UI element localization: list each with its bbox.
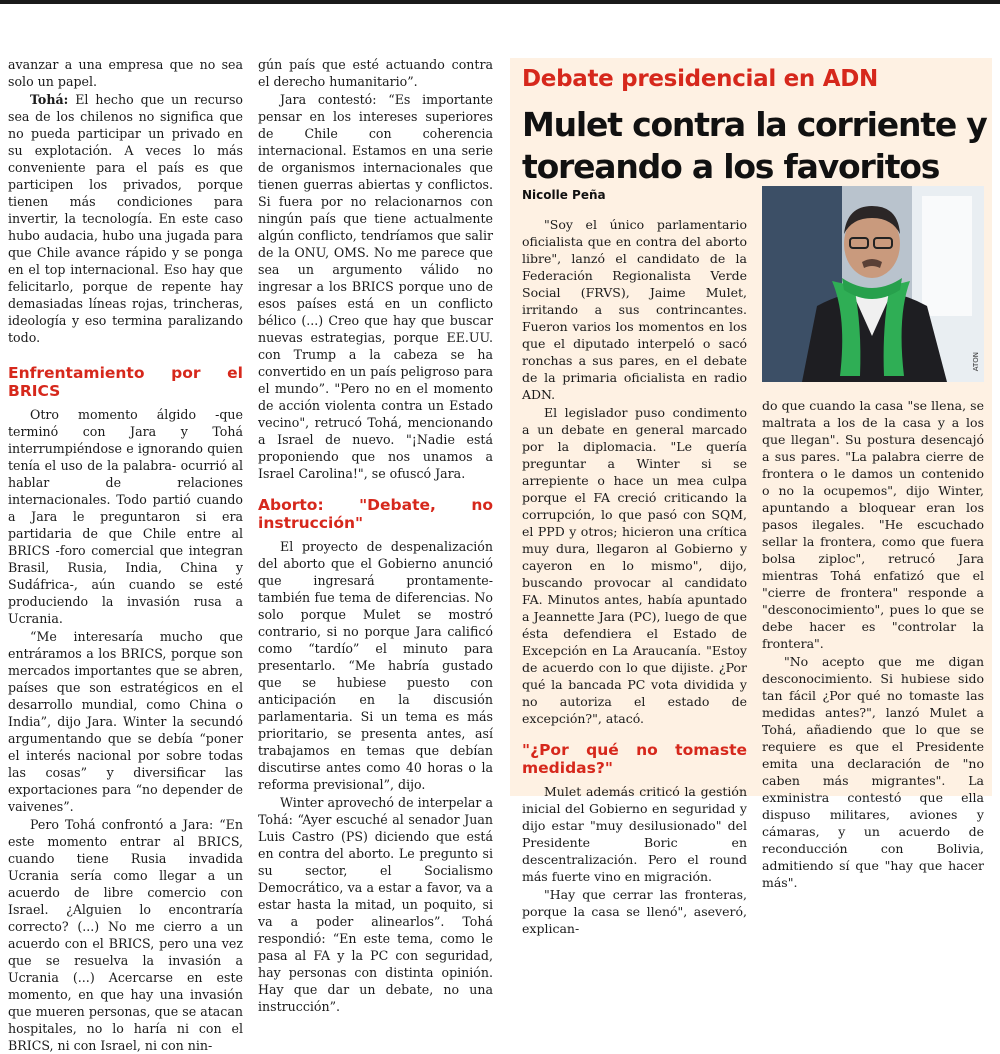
photo-credit: ATON [972, 352, 980, 372]
top-rule [0, 0, 1000, 4]
paragraph: do que cuando la casa "se llena, se maltrata a los de la casa y a los que llegan". Su postura desencajó a sus pares. "La palabra cierre de frontera o le damos un contenido o no la ocupemos", dijo Winter, apuntando a bloquear eran los pasos ilegales. "He escuchado sellar la frontera, como que fuera bolsa ziploc", retrucó Jara mientras Tohá enfatizó que el "cierre de frontera" responde a "desconocimiento", pues lo que se debe hacer es "controlar la frontera". [762, 398, 984, 651]
article-column-2 [258, 56, 493, 1015]
section-subhead: Enfrentamiento por el BRICS [8, 364, 243, 400]
sidebar-headline: Mulet contra la corriente y toreando a los favoritos [522, 105, 987, 186]
section-subhead: Aborto: "Debate, no instrucción" [258, 496, 493, 532]
speaker-label: Tohá: [30, 92, 69, 107]
paragraph: gún país que esté actuando contra el derecho humanitario”. [258, 57, 493, 89]
paragraph: El legislador puso condimento a un debate en general marcado por la diplomacia. "Le quería preguntar a Winter si se arrepiente o hace un mea culpa porque el FA creció criticando la corrupción, lo que pasó con SQM, el PPD y otros; hicieron una crítica muy dura, llegaron al Gobierno y cayeron en lo mismo", dijo, buscando provocar al candidato FA. Minutos antes, había apuntado a Jeannette Jara (PC), luego de que ésta defendiera el Estado de Excepción en La Araucanía. "Estoy de acuerdo con lo que dijiste. ¿Por qué la bancada PC vota dividida y no autoriza el estado de excepción?", atacó. [522, 405, 747, 726]
paragraph: Otro momento álgido -que terminó con Jara y Tohá interrumpiéndose e ignorando quien tenía el uso de la palabra- ocurrió al hablar de relaciones internacionales. Todo partió cuando a Jara le preguntaron si era partidaria de que Chile entre al BRICS -foro comercial que integran Brasil, Rusia, India, China y Sudáfrica-, aún cuando se esté produciendo la invasión rusa a Ucrania. [8, 407, 243, 626]
sidebar-column-1 [522, 216, 747, 937]
paragraph: Winter aprovechó de interpelar a Tohá: “Ayer escuché al senador Juan Luis Castro (PS) diciendo que está en contra del aborto. Le pregunto si su sector, el Socialismo Democrático, va a estar a favor, va a estar hasta la mitad, un poquito, si va a poder alinearlos”. Tohá respondió: “En este tema, como le pasa al FA y la PC con seguridad, hay personas con distinta opinión. Hay que dar un debate, no una instrucción”. [258, 795, 493, 1014]
section-subhead: "¿Por qué no tomaste medidas?" [522, 741, 747, 777]
paragraph-text: El hecho que un recurso sea de los chilenos no significa que no pueda participar un privado en su explotación. A veces lo más conveniente para el país es que participen los privados, porque tienen más condiciones para invertir, la tecnología. En este caso hubo audacia, hubo una jugada para que Chile avance rápido y se ponga en el top internacional. Eso hay que felicitarlo, porque de repente hay demasiadas líneas rojas, trincheras, ideología y eso termina paralizando todo. [8, 92, 243, 345]
paragraph: "No acepto que me digan desconocimiento. Si hubiese sido tan fácil ¿Por qué no tomaste las medidas antes?", lanzó Mulet a Tohá, añadiendo que lo que se requiere es que el Presidente emita una declaración de "no caben más migrantes". La exministra contestó que ella dispuso militares, aviones y cámaras, y un acuerdo de reconducción con Bolivia, admitiendo sí que "hay que hacer más". [762, 654, 984, 890]
paragraph: "Soy el único parlamentario oficialista que en contra del aborto libre", lanzó el candidato de la Federación Regionalista Verde Social (FRVS), Jaime Mulet, irritando a sus contrincantes. Fueron varios los momentos en los que el diputado interpeló o sacó ronchas a sus pares, en el debate de la primaria oficialista en radio ADN. [522, 217, 747, 402]
candidate-photo [762, 186, 984, 382]
paragraph: “Me interesaría mucho que entráramos a los BRICS, porque son mercados importantes que se abren, países que son estratégicos en el desarrollo mundial, como China o India”, dijo Jara. Winter la secundó argumentando que se debía “poner el interés nacional por sobre todas las cosas” y diversificar las exportaciones para “no depender de vaivenes”. [8, 629, 243, 814]
paragraph [8, 91, 243, 346]
paragraph: avanzar a una empresa que no sea solo un papel. [8, 57, 243, 89]
paragraph: Jara contestó: “Es importante pensar en los intereses superiores de Chile con coherencia internacional. Estamos en una serie de organismos internacionales que tienen guerras abiertas y conflictos. Si fuera por no relacionarnos con ningún país que tiene actualmente algún conflicto, tendríamos que salir de la ONU, OMS. No me parece que sea un argumento válido no ingresar a los BRICS porque uno de esos países está en un conflicto bélico (...) Creo que hay que buscar nuevas estrategias, porque EE.UU. con Trump a la cabeza se ha convertido en un país peligroso para el mundo”. "Pero no en el momento de acción violenta contra un Estado vecino", retrucó Tohá, mencionando a Israel de nuevo. "¡Nadie está proponiendo que nos unamos a Israel Carolina!", se ofuscó Jara. [258, 92, 493, 481]
paragraph: "Hay que cerrar las fronteras, porque la casa se llenó", aseveró, explican- [522, 887, 747, 936]
byline: Nicolle Peña [522, 188, 606, 202]
portrait-illustration [762, 186, 984, 382]
paragraph: Mulet además criticó la gestión inicial del Gobierno en seguridad y dijo estar "muy desilusionado" del Presidente Boric en descentralización. Pero el round más fuerte vino en migración. [522, 784, 747, 884]
sidebar-kicker: Debate presidencial en ADN [522, 66, 878, 92]
paragraph: Pero Tohá confrontó a Jara: “En este momento entrar al BRICS, cuando tiene Rusia invadida Ucrania sería como llegar a un acuerdo de libre comercio con Israel. ¿Alguien lo encontraría correcto? (...) No me cierro a un acuerdo con el BRICS, pero una vez que se resuelva la invasión a Ucrania (...) Acercarse en este momento, en que hay una invasión que mueren personas, que se atacan hospitales, no lo haría ni con el BRICS, ni con Israel, ni con nin- [8, 817, 243, 1053]
sidebar-column-2 [762, 397, 984, 891]
article-column-1 [8, 56, 243, 1054]
paragraph: El proyecto de despenalización del aborto que el Gobierno anunció que ingresará prontamente- también fue tema de diferencias. No solo porque Mulet se mostró contrario, si no porque Jara calificó como “tardío” el minuto para presentarlo. “Me habría gustado que se hubiese puesto con anticipación en la discusión parlamentaria. Si un tema es más prioritario, se presenta antes, así trabajamos en temas que debían discutirse antes como 40 horas o la reforma previsional”, dijo. [258, 539, 493, 792]
